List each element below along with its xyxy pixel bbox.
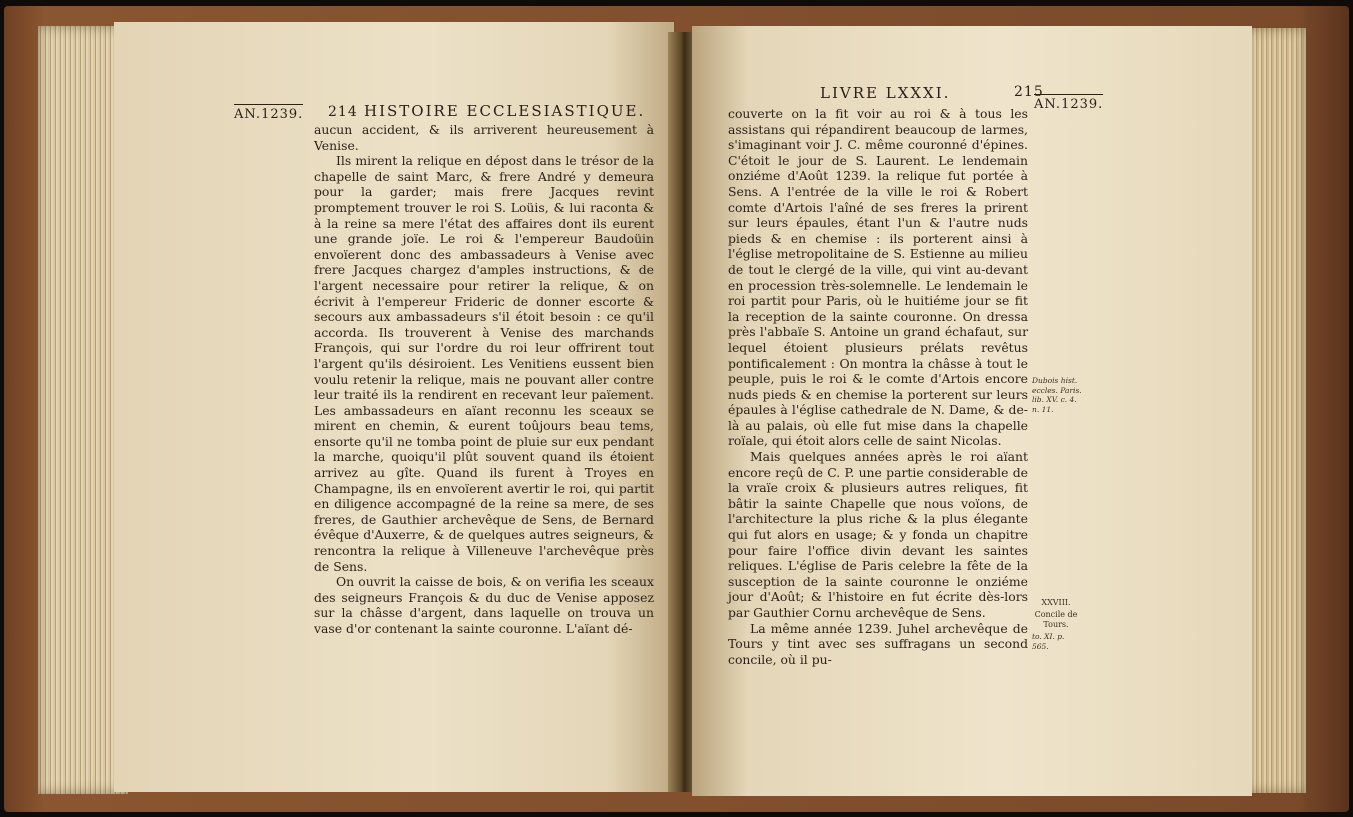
left-paragraph-3: On ouvrit la caisse de bois, & on verifia les sceaux des seigneurs François & du duc de Venise apposez sur la châsse d'argent, dans laquelle on trouva un vase d'or contenant la sainte couronne. L'aïant dé- bbox=[314, 574, 654, 636]
right-running-head: LIVRE LXXXI. bbox=[820, 84, 951, 102]
right-page-number: 215 bbox=[1014, 84, 1044, 100]
page-edges-right bbox=[1244, 28, 1306, 793]
right-paragraph-2: Mais quelques années après le roi aïant encore reçû de C. P. une partie considerable de la vraïe croix & plusieurs autres reliques, fit bâtir la sainte Chapelle que nous voïons, de l'architecture la plus riche & la plus élegante qui fut alors en usage; & y fonda un chapitre pour faire l'office divin devant les saintes reliques. L'église de Paris celebre la fête de la susception de la sainte couronne le onziéme jour d'Août; & l'histoire en fut écrite dès-lors par Gauthier Cornu archevêque de Sens. bbox=[728, 449, 1028, 620]
right-body-text bbox=[728, 106, 1028, 667]
side-note-tome: to. XI. p. 565. bbox=[1032, 632, 1065, 651]
right-margin-year: AN.1239. bbox=[1034, 94, 1103, 112]
side-note-dubois: Dubois hist. eccles. Paris. lib. XV. c. 4. n. 11. bbox=[1032, 376, 1082, 414]
side-note-concile: Concile de Tours. bbox=[1034, 610, 1078, 629]
left-page-number: 214 bbox=[328, 104, 358, 120]
left-paragraph-1: aucun accident, & ils arriverent heureusement à Venise. bbox=[314, 122, 654, 153]
book-photo bbox=[4, 6, 1349, 812]
side-note-number: XXVIII. bbox=[1041, 598, 1071, 607]
left-body-text bbox=[314, 122, 654, 637]
left-running-head: HISTOIRE ECCLESIASTIQUE. bbox=[364, 102, 646, 120]
right-paragraph-3: La même année 1239. Juhel archevêque de Tours y tint avec ses suffragans un second concile, où il pu- bbox=[728, 620, 1028, 667]
right-paragraph-1: couverte on la fit voir au roi & à tous les assistans qui répandirent beaucoup de larmes, s'imaginant voir J. C. même couronné d'épines. C'étoit le jour de S. Laurent. Le lendemain onziéme d'Août 1239. la relique fut portée à Sens. A l'entrée de la ville le roi & Robert comte d'Artois l'aîné de ses freres la prirent sur leurs épaules, étant l'un & l'autre nuds pieds & en chemise : ils porterent ainsi à l'église metropolitaine de S. Estienne au milieu de tout le clergé de la ville, qui vint au-devant en procession très-solemnelle. Le lendemain le roi partit pour Paris, où le huitiéme jour se fit la reception de la sainte couronne. On dressa près l'abbaïe S. Antoine un grand échafaut, sur lequel étoient plusieurs prélats revêtus pontificalement : On montra la châsse à tout le peuple, puis le roi & le comte d'Artois encore nuds pieds & en chemise la porterent sur leurs épaules à l'église cathedrale de N. Dame, & de-là au palais, où elle fut mise dans la chapelle roïale, qui étoit alors celle de saint Nicolas. bbox=[728, 106, 1028, 449]
left-paragraph-2: Ils mirent la relique en dépost dans le trésor de la chapelle de saint Marc, & frere André y demeura pour la garder; mais frere Jacques revint promptement trouver le roi S. Loüis, & lui raconta & à la reine sa mere l'état des affaires dont ils eurent une grande joïe. Le roi & l'empereur Baudoüin envoïerent donc des ambassadeurs à Venise avec frere Jacques chargez d'amples instructions, & de l'argent necessaire pour retirer la relique, & on écrivit à l'empereur Frideric de donner escorte & secours aux ambassadeurs s'il étoit besoin : ce qu'il accorda. Ils trouverent à Venise des marchands François, qui sur l'ordre du roi leur offrirent tout l'argent qu'ils désiroient. Les Venitiens eussent bien voulu retenir la relique, mais ne pouvant aller contre leur traité ils la rendirent en recevant leur païement. Les ambassadeurs en aïant reconnu les sceaux se mirent en chemin, & eurent toûjours beau tems, ensorte qu'il ne tomba point de pluie sur eux pendant la marche, quoiqu'il plût souvent quand ils étoient arrivez au gîte. Quand ils furent à Troyes en Champagne, ils en envoïerent avertir le roi, qui partit en diligence accompagné de la reine sa mere, de ses freres, de Gauthier archevêque de Sens, de Bernard évêque d'Auxerre, & de quelques autres seigneurs, & rencontra la relique à Villeneuve l'archevêque près de Sens. bbox=[314, 153, 654, 574]
left-margin-year: AN.1239. bbox=[234, 104, 303, 122]
left-page bbox=[114, 22, 674, 792]
right-page bbox=[692, 26, 1252, 796]
